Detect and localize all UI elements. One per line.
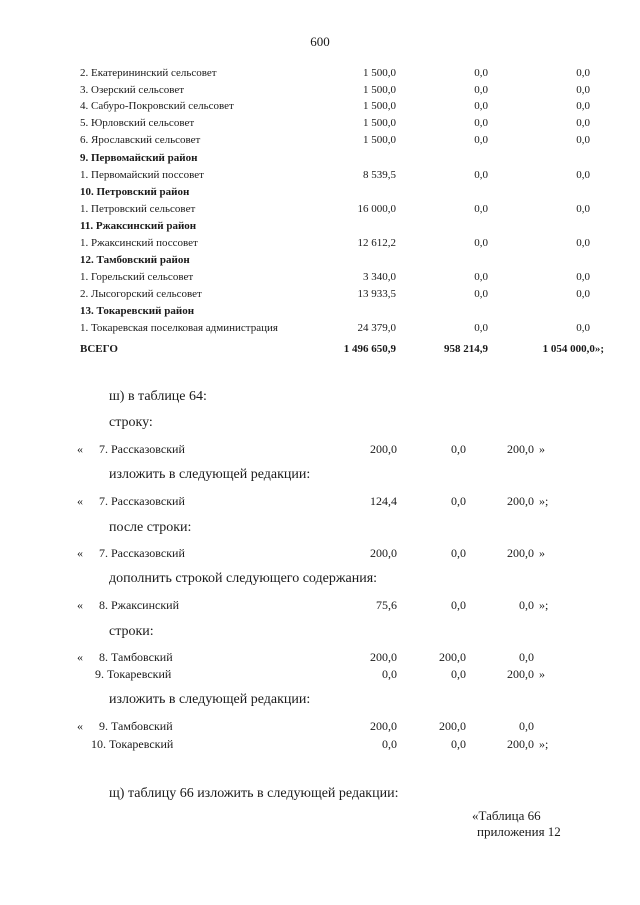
row-value-2: 0,0 (474, 203, 488, 215)
total-value-2: 958 214,9 (444, 343, 488, 355)
row-name: 8. Ржаксинский (99, 598, 179, 612)
row-value-2: 200,0 (439, 719, 466, 733)
row-value-1: 1 500,0 (363, 100, 396, 112)
row-value-2: 0,0 (474, 84, 488, 96)
quote-close: » (539, 546, 545, 560)
total-value-1: 1 496 650,9 (343, 343, 396, 355)
amendment-paragraph: дополнить строкой следующего содержания: (109, 571, 378, 586)
row-value-1: 1 500,0 (363, 117, 396, 129)
row-value-3: 0,0 (576, 203, 590, 215)
row-value-1: 200,0 (370, 442, 397, 456)
quote-mark: « (77, 598, 83, 612)
row-value-1: 16 000,0 (357, 203, 396, 215)
row-value-2: 0,0 (474, 169, 488, 181)
row-value-1: 1 500,0 (363, 84, 396, 96)
quote-mark: « (77, 546, 83, 560)
row-value-2: 0,0 (474, 134, 488, 146)
row-name: 6. Ярославский сельсовет (80, 134, 201, 146)
row-value-3: 0,0 (519, 719, 534, 733)
row-name: 2. Екатерининский сельсовет (80, 67, 217, 79)
row-value-2: 0,0 (474, 67, 488, 79)
quote-mark: « (77, 650, 83, 664)
amendment-paragraph: щ) таблицу 66 изложить в следующей редакции: (109, 786, 399, 801)
quote-mark: « (77, 494, 83, 508)
row-value-1: 200,0 (370, 650, 397, 664)
row-name: 5. Юрловский сельсовет (80, 117, 195, 129)
row-name: 1. Горельский сельсовет (80, 271, 194, 283)
row-value-2: 0,0 (474, 237, 488, 249)
row-value-1: 75,6 (376, 598, 397, 612)
quote-mark: « (77, 442, 83, 456)
row-name: 7. Рассказовский (99, 442, 185, 456)
row-value-3: 0,0 (576, 84, 590, 96)
row-value-2: 200,0 (439, 650, 466, 664)
row-name: 7. Рассказовский (99, 546, 185, 560)
amendment-paragraph: ш) в таблице 64: (109, 389, 207, 404)
quote-close: » (539, 442, 545, 456)
row-name: 9. Тамбовский (99, 719, 173, 733)
row-value-2: 0,0 (451, 667, 466, 681)
amendment-paragraph: строки: (109, 624, 154, 639)
row-name: 1. Токаревская поселковая администрация (80, 322, 278, 334)
row-value-3: 200,0 (507, 494, 534, 508)
row-value-2: 0,0 (474, 117, 488, 129)
row-value-3: 0,0 (519, 650, 534, 664)
row-value-1: 1 500,0 (363, 134, 396, 146)
row-value-1: 8 539,5 (363, 169, 396, 181)
quote-close: » (539, 667, 545, 681)
district-heading: 12. Тамбовский район (80, 254, 190, 266)
row-value-1: 12 612,2 (357, 237, 396, 249)
row-value-1: 24 379,0 (357, 322, 396, 334)
row-value-3: 0,0 (576, 288, 590, 300)
district-heading: 13. Токаревский район (80, 305, 195, 317)
amendment-paragraph: после строки: (109, 520, 192, 535)
row-name: 4. Сабуро-Покровский сельсовет (80, 100, 234, 112)
row-value-2: 0,0 (451, 546, 466, 560)
row-value-2: 0,0 (474, 100, 488, 112)
row-value-1: 200,0 (370, 546, 397, 560)
row-value-2: 0,0 (451, 737, 466, 751)
row-value-3: 200,0 (507, 442, 534, 456)
total-value-3: 1 054 000,0»; (542, 343, 604, 355)
row-name: 10. Токаревский (91, 737, 174, 751)
row-name: 9. Токаревский (95, 667, 172, 681)
row-value-1: 13 933,5 (357, 288, 396, 300)
row-name: 7. Рассказовский (99, 494, 185, 508)
row-value-3: 0,0 (576, 237, 590, 249)
row-value-3: 0,0 (576, 322, 590, 334)
amendment-paragraph: строку: (109, 415, 153, 430)
quote-close: »; (539, 598, 549, 612)
row-value-1: 3 340,0 (363, 271, 396, 283)
row-value-2: 0,0 (451, 494, 466, 508)
total-label: ВСЕГО (80, 343, 118, 355)
row-value-1: 124,4 (370, 494, 397, 508)
row-value-3: 0,0 (576, 134, 590, 146)
row-value-1: 0,0 (382, 667, 397, 681)
table-caption-title: «Таблица 66 (472, 808, 541, 823)
amendment-paragraph: изложить в следующей редакции: (109, 692, 311, 707)
row-value-3: 0,0 (576, 271, 590, 283)
row-value-1: 1 500,0 (363, 67, 396, 79)
row-name: 1. Первомайский поссовет (80, 169, 204, 181)
row-value-2: 0,0 (474, 288, 488, 300)
row-name: 3. Озерский сельсовет (80, 84, 185, 96)
quote-close: »; (539, 737, 549, 751)
table-caption-appendix: приложения 12 (477, 824, 561, 839)
row-value-2: 0,0 (451, 598, 466, 612)
row-value-1: 0,0 (382, 737, 397, 751)
row-name: 1. Петровский сельсовет (80, 203, 196, 215)
district-heading: 11. Ржаксинский район (80, 220, 197, 232)
row-name: 2. Лысогорский сельсовет (80, 288, 202, 300)
row-value-3: 0,0 (576, 100, 590, 112)
row-name: 1. Ржаксинский поссовет (80, 237, 198, 249)
district-heading: 9. Первомайский район (80, 152, 198, 164)
row-value-2: 0,0 (474, 322, 488, 334)
row-value-3: 0,0 (576, 117, 590, 129)
row-value-3: 200,0 (507, 546, 534, 560)
quote-mark: « (77, 719, 83, 733)
row-value-3: 0,0 (576, 67, 590, 79)
row-name: 8. Тамбовский (99, 650, 173, 664)
row-value-1: 200,0 (370, 719, 397, 733)
row-value-2: 0,0 (474, 271, 488, 283)
quote-close: »; (539, 494, 549, 508)
row-value-3: 0,0 (576, 169, 590, 181)
district-heading: 10. Петровский район (80, 186, 190, 198)
page-number: 600 (310, 34, 330, 49)
row-value-3: 200,0 (507, 667, 534, 681)
row-value-2: 0,0 (451, 442, 466, 456)
row-value-3: 200,0 (507, 737, 534, 751)
amendment-paragraph: изложить в следующей редакции: (109, 467, 311, 482)
row-value-3: 0,0 (519, 598, 534, 612)
